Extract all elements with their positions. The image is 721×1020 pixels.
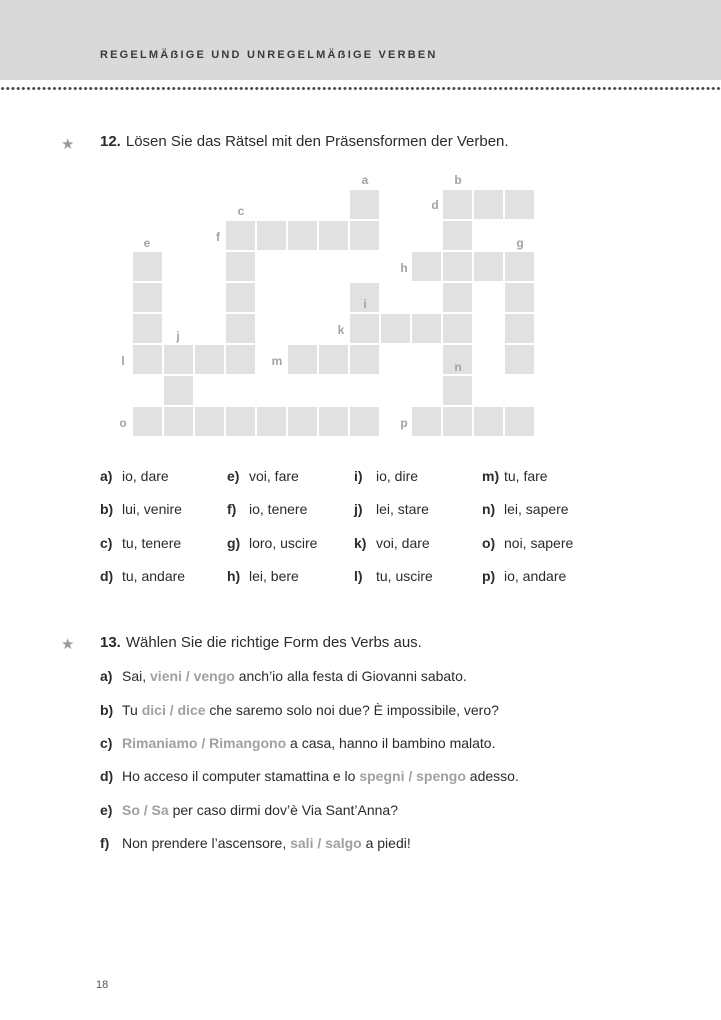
star-icon: ★	[61, 636, 75, 653]
answer-options[interactable]: vieni / vengo	[150, 668, 235, 684]
clue-item: o) noi, sapere	[482, 535, 574, 551]
answer-options[interactable]: sali / salgo	[290, 835, 362, 851]
crossword-cell[interactable]	[443, 252, 472, 281]
crossword-cell[interactable]	[443, 221, 472, 250]
chapter-title: REGELMÄẞIGE UND UNREGELMÄẞIGE VERBEN	[100, 49, 438, 61]
crossword-cell[interactable]	[505, 283, 534, 312]
crossword-cell[interactable]	[288, 345, 317, 374]
exercise-number: 13.	[100, 634, 121, 651]
crossword-cell[interactable]	[257, 221, 286, 250]
crossword-label-h: h	[400, 261, 408, 275]
exercise-12-title	[100, 133, 509, 150]
clue-item: i) io, dire	[354, 468, 419, 484]
crossword-cell[interactable]	[257, 407, 286, 436]
crossword-cell[interactable]	[443, 407, 472, 436]
clue-item: k) voi, dare	[354, 535, 430, 551]
crossword-cell[interactable]	[164, 376, 193, 405]
exercise-13-title	[100, 634, 422, 651]
crossword-cell[interactable]	[226, 252, 255, 281]
clue-item: f) io, tenere	[227, 501, 308, 517]
crossword-cell[interactable]	[474, 190, 503, 219]
crossword-cell[interactable]	[443, 314, 472, 343]
crossword-cell[interactable]	[505, 407, 534, 436]
clue-item: p) io, andare	[482, 568, 567, 584]
crossword-cell[interactable]	[412, 252, 441, 281]
crossword-cell[interactable]	[226, 314, 255, 343]
crossword-label-k: k	[337, 323, 345, 337]
crossword-cell[interactable]	[505, 190, 534, 219]
sentence-item: b) Tu dici / dice che saremo solo noi due? È impossibile, vero?	[100, 702, 499, 718]
answer-options[interactable]: dici / dice	[141, 702, 206, 718]
clue-item: d) tu, andare	[100, 568, 186, 584]
crossword-cell[interactable]	[443, 376, 472, 405]
crossword-label-o: o	[119, 416, 127, 430]
crossword-cell[interactable]	[195, 345, 224, 374]
crossword-cell[interactable]	[350, 221, 379, 250]
crossword-cell[interactable]	[474, 407, 503, 436]
crossword-cell[interactable]	[443, 283, 472, 312]
crossword-cell[interactable]	[350, 345, 379, 374]
crossword-cell[interactable]	[164, 345, 193, 374]
clue-item: b) lui, venire	[100, 501, 182, 517]
crossword-cell[interactable]	[133, 407, 162, 436]
crossword-cell[interactable]	[288, 221, 317, 250]
crossword-cell[interactable]	[505, 345, 534, 374]
header-band	[0, 0, 721, 80]
crossword-cell[interactable]	[133, 283, 162, 312]
clue-item: n) lei, sapere	[482, 501, 569, 517]
crossword-cell[interactable]	[505, 314, 534, 343]
crossword-label-a: a	[361, 173, 369, 187]
crossword-cell[interactable]	[226, 221, 255, 250]
sentence-item: f) Non prendere l’ascensore, sali / salgo a piedi!	[100, 835, 411, 851]
crossword-label-f: f	[216, 230, 220, 244]
crossword-cell[interactable]	[474, 252, 503, 281]
answer-options[interactable]: Rimaniamo / Rimangono	[122, 735, 287, 751]
sentence-item: a) Sai, vieni / vengo anch’io alla festa di Giovanni sabato.	[100, 668, 467, 684]
crossword-cell[interactable]	[350, 407, 379, 436]
star-icon: ★	[61, 136, 75, 153]
page-number: 18	[96, 979, 109, 991]
crossword-cell[interactable]	[226, 407, 255, 436]
clue-item: j) lei, stare	[354, 501, 429, 517]
crossword-cell[interactable]	[133, 345, 162, 374]
crossword-cell[interactable]	[226, 345, 255, 374]
crossword-cell[interactable]	[319, 407, 348, 436]
crossword-cell[interactable]	[443, 190, 472, 219]
crossword-label-c: c	[237, 204, 245, 218]
crossword-label-l: l	[121, 354, 125, 368]
answer-options[interactable]: spegni / spengo	[359, 768, 466, 784]
crossword-cell[interactable]	[195, 407, 224, 436]
crossword-cell[interactable]	[319, 345, 348, 374]
clue-item: m) tu, fare	[482, 468, 548, 484]
crossword-cell[interactable]	[350, 190, 379, 219]
exercise-instruction: Lösen Sie das Rätsel mit den Präsensformen der Verben.	[125, 133, 509, 150]
clue-item: c) tu, tenere	[100, 535, 182, 551]
crossword-cell[interactable]	[288, 407, 317, 436]
crossword-cell[interactable]	[412, 314, 441, 343]
crossword-label-b: b	[454, 173, 462, 187]
crossword-label-p: p	[400, 416, 408, 430]
clue-item: g) loro, uscire	[227, 535, 318, 551]
sentence-item: d) Ho acceso il computer stamattina e lo spegni / spengo adesso.	[100, 768, 519, 784]
clue-item: a) io, dare	[100, 468, 169, 484]
crossword-label-g: g	[516, 236, 524, 250]
sentence-item: c) Rimaniamo / Rimangono a casa, hanno il bambino malato.	[100, 735, 496, 751]
clue-item: e) voi, fare	[227, 468, 299, 484]
crossword-cell[interactable]	[381, 314, 410, 343]
crossword-label-e: e	[143, 236, 151, 250]
crossword-cell[interactable]	[412, 407, 441, 436]
crossword-cell[interactable]	[164, 407, 193, 436]
crossword-cell[interactable]	[226, 283, 255, 312]
sentence-item: e) So / Sa per caso dirmi dov’è Via Sant’Anna?	[100, 802, 399, 818]
crossword-label-j: j	[176, 329, 180, 343]
crossword-cell[interactable]	[350, 314, 379, 343]
crossword-cell[interactable]	[133, 252, 162, 281]
crossword-cell[interactable]	[133, 314, 162, 343]
answer-options[interactable]: So / Sa	[122, 802, 169, 818]
exercise-instruction: Wählen Sie die richtige Form des Verbs aus.	[125, 634, 422, 651]
clue-item: l) tu, uscire	[354, 568, 433, 584]
exercise-number: 12.	[100, 133, 121, 150]
crossword-label-m: m	[271, 354, 283, 368]
crossword-label-d: d	[431, 198, 439, 212]
clue-item: h) lei, bere	[227, 568, 299, 584]
crossword-label-n: n	[454, 360, 462, 374]
dotted-divider	[0, 86, 721, 91]
crossword-cell[interactable]	[505, 252, 534, 281]
crossword-label-i: i	[363, 297, 367, 311]
crossword-cell[interactable]	[319, 221, 348, 250]
